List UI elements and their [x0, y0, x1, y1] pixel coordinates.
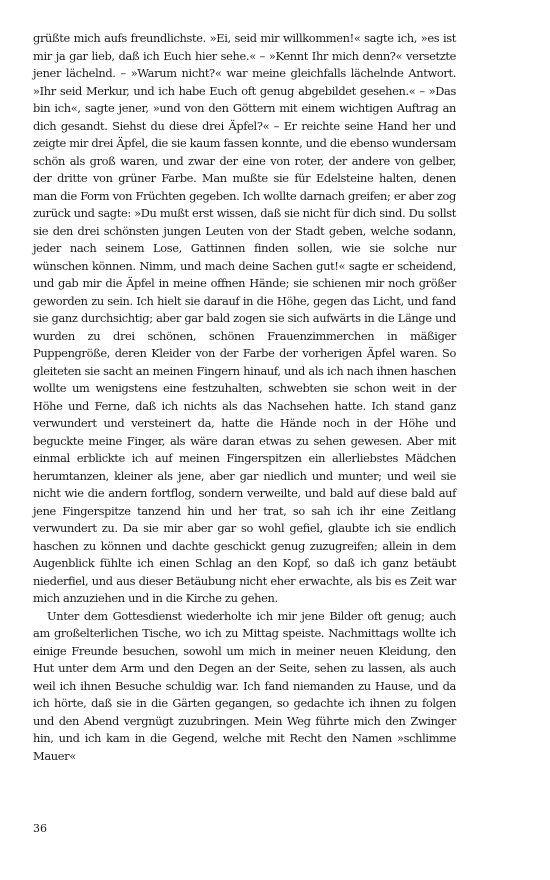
paragraph-1: grüßte mich aufs freundlichste. »Ei, seid mir willkommen!« sagte ich, »es ist mir ja gar lieb, daß ich Euch hier sehe.« – »Kennt Ihr mich denn?« versetzte jener lächelnd. – »Warum nicht?« war meine gleichfalls lächelnde Antwort. »Ihr seid Merkur, und ich habe Euch oft genug abgebildet gesehen.« – »Das bin ich«, sagte jener, »und von den Göttern mit einem wichtigen Auftrag an dich gesandt. Siehst du diese drei Äpfel?« – Er reichte seine Hand her und zeigte mir drei Äpfel, die sie kaum fassen konnte, und die ebenso wundersam schön als groß waren, und zwar der eine von roter, der andere von gelber, der dritte von grüner Farbe. Man mußte sie für Edelsteine halten, denen man die Form von Früchten gegeben. Ich wollte darnach greifen; er aber zog zurück und sagte: »Du mußt erst wissen, daß sie nicht für dich sind. Du sollst sie den drei schönsten jungen Leuten von der Stadt geben, welche sodann, jeder nach seinem Lose, Gattinnen finden sollen, wie sie solche nur wünschen können. Nimm, und mach deine Sachen gut!« sagte er scheidend, und gab mir die Äpfel in meine offnen Hände; sie schienen mir noch größer geworden zu sein. Ich hielt sie darauf in die Höhe, gegen das Licht, und fand sie ganz durchsichtig; aber gar bald zogen sie sich aufwärts in die Länge und wurden zu drei schönen, schönen Frauenzimmerchen in mäßiger Puppengröße, deren Kleider von der Farbe der vorherigen Äpfel waren. So gleiteten sie sacht an meinen Fingern hinauf, und als ich nach ihnen haschen wollte um wenigstens eine festzuhalten, schwebten sie schon weit in der Höhe und Ferne, daß ich nichts als das Nachsehen hatte. Ich stand ganz verwundert und versteinert da, hatte die Hände noch in der Höhe und beguckte meine Finger, als wäre daran etwas zu sehen gewesen. Aber mit einmal erblickte ich auf meinen Fingerspitzen ein allerliebstes Mädchen herumtanzen, kleiner als jene, aber gar niedlich und munter; und weil sie nicht wie die andern fortflog, sondern verweilte, und bald auf diese bald auf jene Fingerspitze tanzend hin und her trat, so sah ich ihr eine Zeitlang verwundert zu. Da sie mir aber gar so wohl gefiel, glaubte ich sie endlich haschen zu können und dachte geschickt genug zuzugreifen; allein in dem Augenblick fühlte ich einen Schlag an den Kopf, so daß ich ganz betäubt niederfiel, und aus dieser Betäubung nicht eher erwachte, als bis es Zeit war mich anzuziehen und in die Kirche zu gehen. [33, 31, 456, 605]
body-text [33, 30, 456, 765]
page-number: 36 [33, 822, 47, 835]
paragraph-2: Unter dem Gottesdienst wiederholte ich mir jene Bilder oft genug; auch am großelterlichen Tische, wo ich zu Mittag speiste. Nachmittags wollte ich einige Freunde besuchen, sowohl um mich in meiner neuen Kleidung, den Hut unter dem Arm und den Degen an der Seite, sehen zu lassen, als auch weil ich ihnen Besuche schuldig war. Ich fand niemanden zu Hause, und da ich hörte, daß sie in die Gärten gegangen, so gedachte ich ihnen zu folgen und den Abend vergnügt zuzubringen. Mein Weg führte mich den Zwinger hin, und ich kam in die Gegend, welche mit Recht den Namen »schlimme Mauer« [33, 608, 456, 763]
